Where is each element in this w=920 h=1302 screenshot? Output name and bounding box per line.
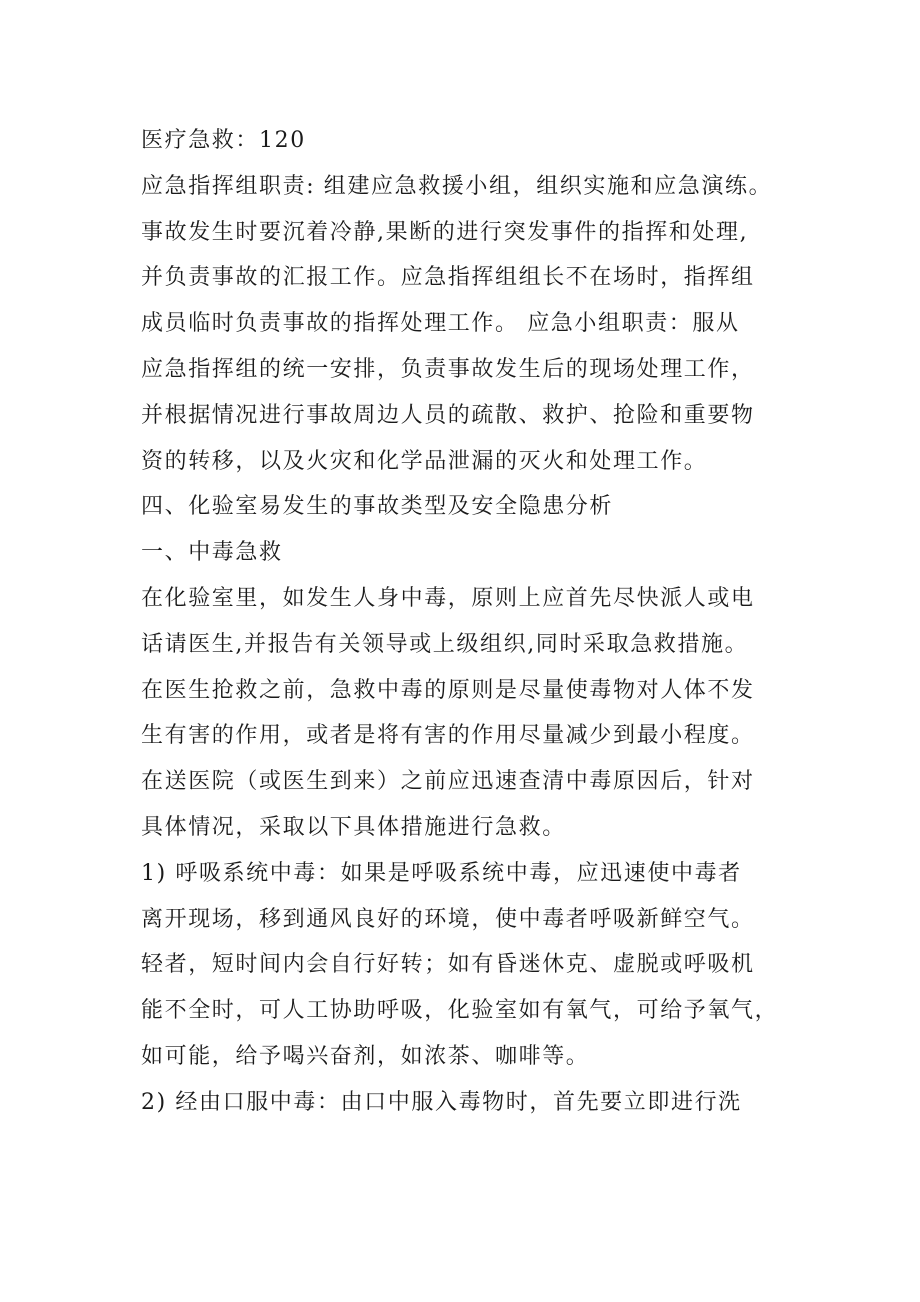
subsection-heading: 一、中毒急救 [141,540,283,566]
emergency-phone-line: 医疗急救：120 [141,128,306,153]
paragraph-line: 资的转移，以及火灾和化学品泄漏的灭火和处理工作。 [141,448,708,474]
section-heading: 四、化验室易发生的事故类型及安全隐患分析 [141,494,614,520]
list-item-line: 2) 经由口服中毒：由口中服入毒物时，首先要立即进行洗 [141,1089,742,1115]
list-item-line: 1) 呼吸系统中毒：如果是呼吸系统中毒，应迅速使中毒者 [141,860,742,886]
paragraph-line: 事故发生时要沉着冷静,果断的进行突发事件的指挥和处理, [141,219,749,245]
paragraph-line: 并负责事故的汇报工作。应急指挥组组长不在场时，指挥组 [141,265,755,291]
paragraph-line: 成员临时负责事故的指挥处理工作。 应急小组职责：服从 [141,311,740,337]
paragraph-line: 具体情况，采取以下具体措施进行急救。 [141,814,566,840]
paragraph-line: 生有害的作用，或者是将有害的作用尽量减少到最小程度。 [141,723,755,749]
paragraph-line: 轻者，短时间内会自行好转；如有昏迷休克、虚脱或呼吸机 [141,952,755,978]
paragraph-line: 在医生抢救之前，急救中毒的原则是尽量使毒物对人体不发 [141,677,755,703]
paragraph-line: 并根据情况进行事故周边人员的疏散、救护、抢险和重要物 [141,402,755,428]
paragraph-line: 话请医生,并报告有关领导或上级组织,同时采取急救措施。 [141,631,749,657]
paragraph-line: 在送医院（或医生到来）之前应迅速查清中毒原因后，针对 [141,769,755,795]
paragraph-line: 离开现场，移到通风良好的环境，使中毒者呼吸新鲜空气。 [141,906,755,932]
paragraph-line: 应急指挥组职责: 组建应急救援小组，组织实施和应急演练。 [141,173,773,199]
paragraph-line: 如可能，给予喝兴奋剂，如浓茶、咖啡等。 [141,1043,590,1069]
paragraph-line: 能不全时，可人工协助呼吸，化验室如有氧气，可给予氧气， [141,998,779,1024]
document-body [141,118,821,1126]
paragraph-line: 在化验室里，如发生人身中毒，原则上应首先尽快派人或电 [141,585,755,611]
paragraph-line: 应急指挥组的统一安排，负责事故发生后的现场处理工作， [141,356,755,382]
